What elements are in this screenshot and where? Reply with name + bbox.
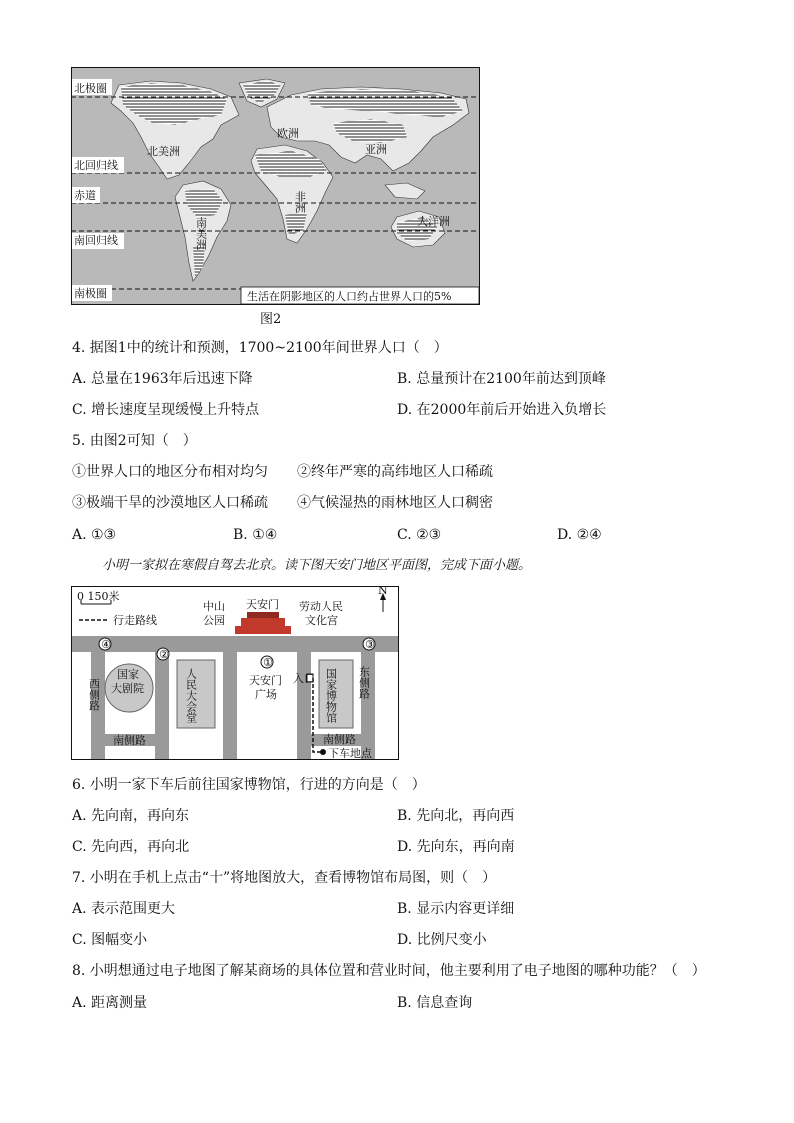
north-america-label: 北美洲 bbox=[147, 145, 180, 158]
west-road-label: 西侧路 bbox=[87, 678, 101, 711]
q5-option-b[interactable]: B. ①④ bbox=[233, 527, 278, 543]
square-line2: 广场 bbox=[255, 688, 277, 701]
figure-2-caption: 图2 bbox=[260, 312, 282, 327]
q7-option-c[interactable]: C. 图幅变小 bbox=[72, 932, 148, 948]
europe-label: 欧洲 bbox=[277, 127, 299, 140]
tiananmen-map bbox=[71, 586, 399, 760]
q6-option-a[interactable]: A. 先向南，再向东 bbox=[72, 808, 190, 824]
q5-option-a[interactable]: A. ①③ bbox=[72, 527, 117, 543]
q4-option-b[interactable]: B. 总量预计在2100年前达到顶峰 bbox=[397, 371, 606, 387]
east-road-label: 东侧路 bbox=[357, 666, 371, 699]
museum-label: 国家博物馆 bbox=[324, 668, 338, 723]
q8-option-a[interactable]: A. 距离测量 bbox=[72, 995, 148, 1011]
q4-option-a[interactable]: A. 总量在1963年后迅速下降 bbox=[72, 371, 253, 387]
theatre-line2: 大剧院 bbox=[111, 682, 144, 695]
map-note: 生活在阴影地区的人口约占世界人口的5% bbox=[247, 290, 452, 303]
q7-option-b[interactable]: B. 显示内容更详细 bbox=[397, 901, 515, 917]
road-east-of-great-hall bbox=[223, 652, 237, 759]
africa-label: 非洲 bbox=[293, 191, 307, 213]
q8-option-b[interactable]: B. 信息查询 bbox=[397, 995, 473, 1011]
q7-stem: 7. 小明在手机上点击“十”将地图放大，查看博物馆布局图，则（ ） bbox=[72, 870, 497, 886]
marker-1: ① bbox=[263, 656, 273, 669]
q5-statement-2: ②终年严寒的高纬地区人口稀疏 bbox=[297, 464, 493, 480]
dropoff-dot bbox=[320, 749, 326, 755]
q6-stem: 6. 小明一家下车后前往国家博物馆，行进的方向是（ ） bbox=[72, 777, 426, 793]
q6-option-b[interactable]: B. 先向北，再向西 bbox=[397, 808, 515, 824]
laodong-line2: 文化宫 bbox=[305, 614, 338, 627]
q4-option-c[interactable]: C. 增长速度呈现缓慢上升特点 bbox=[72, 402, 260, 418]
q5-statement-1: ①世界人口的地区分布相对均匀 bbox=[72, 464, 268, 480]
world-population-map bbox=[71, 67, 480, 305]
marker-3: ③ bbox=[365, 638, 375, 651]
great-hall-label: 人民大会堂 bbox=[184, 668, 198, 723]
section-intro: 小明一家拟在寒假自驾去北京。读下图天安门地区平面图，完成下面小题。 bbox=[102, 558, 532, 573]
q6-option-d[interactable]: D. 先向东，再向南 bbox=[397, 839, 515, 855]
tiananmen-label: 天安门 bbox=[246, 598, 279, 611]
marker-2: ② bbox=[159, 648, 169, 661]
zhongshan-park-line1: 中山 bbox=[203, 600, 225, 613]
q4-stem: 4. 据图1中的统计和预测，1700~2100年间世界人口（ ） bbox=[72, 340, 448, 356]
road-west-of-museum bbox=[297, 652, 311, 759]
q5-statement-4: ④气候湿热的雨林地区人口稠密 bbox=[297, 495, 493, 511]
south-road-left-label: 南侧路 bbox=[113, 734, 146, 747]
oceania-label: 大洋洲 bbox=[417, 215, 450, 228]
world-map-svg bbox=[71, 67, 480, 305]
marker-4: ④ bbox=[101, 638, 111, 651]
equator-label: 赤道 bbox=[74, 189, 96, 202]
tiananmen-map-svg bbox=[71, 586, 399, 760]
theatre-line1: 国家 bbox=[117, 668, 139, 681]
q7-option-a[interactable]: A. 表示范围更大 bbox=[72, 901, 176, 917]
q5-option-d[interactable]: D. ②④ bbox=[557, 527, 602, 543]
square-line1: 天安门 bbox=[249, 674, 282, 687]
north-arrow-label: N bbox=[378, 586, 388, 597]
tropic-of-capricorn-label: 南回归线 bbox=[74, 234, 118, 247]
q6-option-c[interactable]: C. 先向西，再向北 bbox=[72, 839, 190, 855]
arctic-circle-label: 北极圈 bbox=[74, 82, 107, 95]
laodong-line1: 劳动人民 bbox=[299, 600, 343, 613]
asia-label: 亚洲 bbox=[365, 143, 387, 156]
antarctic-circle-label: 南极圈 bbox=[74, 287, 107, 300]
south-america-label: 南美洲 bbox=[194, 217, 208, 250]
q8-stem: 8. 小明想通过电子地图了解某商场的具体位置和营业时间，他主要利用了电子地图的哪种功能？（ ） bbox=[72, 963, 706, 979]
q5-stem: 5. 由图2可知（ ） bbox=[72, 433, 197, 449]
zhongshan-park-line2: 公园 bbox=[203, 614, 225, 627]
legend-walking-route: 行走路线 bbox=[113, 614, 157, 627]
changan-avenue bbox=[72, 636, 398, 652]
q4-option-d[interactable]: D. 在2000年前后开始进入负增长 bbox=[397, 402, 607, 418]
dropoff-label: 下车地点 bbox=[328, 747, 372, 760]
q5-statement-3: ③极端干旱的沙漠地区人口稀疏 bbox=[72, 495, 268, 511]
entrance-label: 入口 bbox=[293, 672, 315, 685]
tropic-of-cancer-label: 北回归线 bbox=[74, 159, 118, 172]
south-road-right-label: 南侧路 bbox=[323, 733, 356, 746]
q5-option-c[interactable]: C. ②③ bbox=[397, 527, 442, 543]
scale-bar-label: 0 150米 bbox=[77, 590, 120, 603]
q7-option-d[interactable]: D. 比例尺变小 bbox=[397, 932, 487, 948]
